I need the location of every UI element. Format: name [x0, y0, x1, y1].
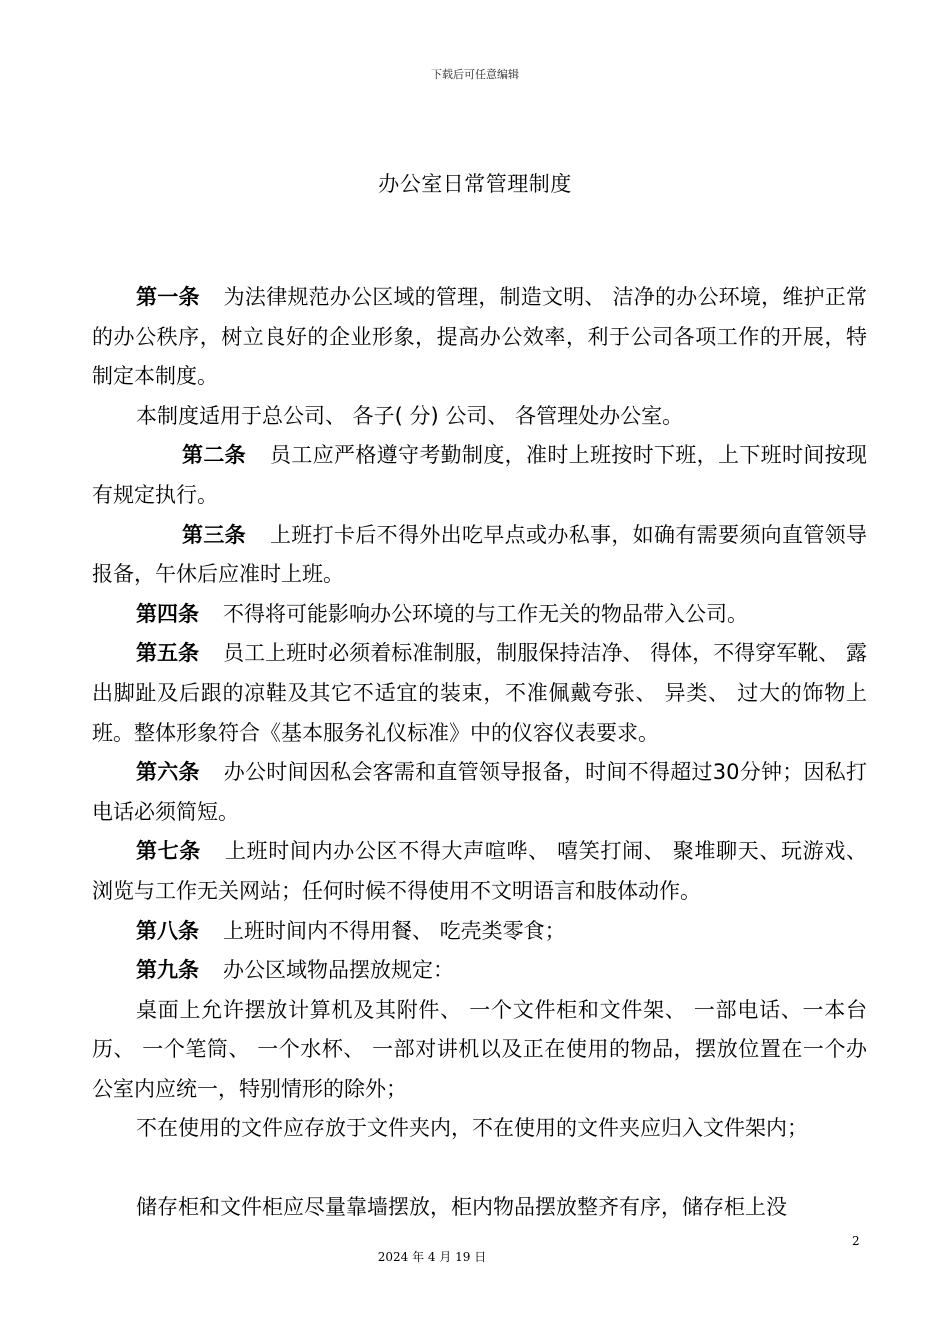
paragraph-article-5	[92, 634, 867, 753]
article-label: 第五条	[136, 641, 200, 666]
paragraph-text: 上班时间内不得用餐、 吃壳类零食；	[223, 918, 566, 943]
paragraph-text: 员工应严格遵守考勤制度，准时上班按时下班，上下班时间按现有规定执行。	[92, 443, 867, 507]
paragraph-article-9	[92, 951, 867, 991]
paragraph-text: 为法律规范办公区域的管理，制造文明、 洁净的办公环境，维护正常的办公秩序，树立良好的企业形象，提高办公效率，利于公司各项工作的开展，特制定本制度。	[92, 285, 867, 389]
paragraph-text: 办公时间因私会客需和直管领导报备，时间不得超过30分钟；因私打电话必须简短。	[92, 760, 867, 824]
paragraph-article-2	[92, 436, 867, 515]
paragraph-article-7	[92, 832, 867, 911]
article-label: 第九条	[136, 958, 199, 983]
page-number: 2	[852, 1234, 860, 1248]
paragraph-text: 桌面上允许摆放计算机及其附件、 一个文件柜和文件架、 一部电话、一本台历、 一个笔筒、 一个水杯、 一部对讲机以及正在使用的物品，摆放位置在一个办公室内应统一，特别情形的除外；	[92, 997, 867, 1101]
article-label: 第八条	[136, 918, 199, 943]
paragraph-text: 本制度适用于总公司、 各子( 分) 公司、 各管理处办公室。	[136, 403, 684, 428]
paragraph-unused-files	[92, 1109, 867, 1149]
article-label: 第七条	[136, 839, 201, 864]
paragraph-text: 不得将可能影响办公环境的与工作无关的物品带入公司。	[223, 601, 748, 626]
header-note: 下载后可任意编辑	[431, 68, 519, 81]
paragraph-text: 不在使用的文件应存放于文件夹内，不在使用的文件夹应归入文件架内；	[136, 1116, 808, 1141]
paragraph-desk-items	[92, 991, 867, 1110]
paragraph-article-4	[92, 595, 867, 635]
document-body	[92, 278, 867, 1228]
paragraph-text: 上班打卡后不得外出吃早点或办私事，如确有需要须向直管领导报备，午休后应准时上班。	[92, 522, 867, 587]
paragraph-text: 储存柜和文件柜应尽量靠墙摆放，柜内物品摆放整齐有序，储存柜上没	[136, 1195, 787, 1220]
paragraph-article-1	[92, 278, 867, 397]
article-label: 第四条	[136, 601, 199, 626]
footer-date: 2024 年 4 月 19 日	[377, 1250, 487, 1264]
paragraph-article-6	[92, 753, 867, 832]
document-title: 办公室日常管理制度	[378, 172, 572, 196]
article-label: 第六条	[136, 760, 200, 785]
paragraph-text: 员工上班时必须着标准制服，制服保持洁净、 得体，不得穿军靴、 露出脚趾及后跟的凉鞋及其它不适宜的装束，不准佩戴夸张、 异类、 过大的饰物上班。整体形象符合《基本服务礼仪标准》中的仪容仪表要求。	[92, 641, 867, 745]
article-label: 第三条	[182, 522, 246, 547]
article-label: 第一条	[136, 285, 200, 309]
paragraph-article-8	[92, 912, 867, 952]
paragraph-cabinets	[92, 1188, 867, 1228]
paragraph-article-3	[92, 516, 867, 595]
article-label: 第二条	[182, 443, 246, 468]
paragraph-scope	[92, 397, 867, 437]
paragraph-text: 上班时间内办公区不得大声喧哗、 嘻笑打闹、 聚堆聊天、玩游戏、 浏览与工作无关网站；任何时候不得使用不文明语言和肢体动作。	[92, 839, 867, 903]
paragraph-text: 办公区域物品摆放规定：	[223, 958, 454, 983]
